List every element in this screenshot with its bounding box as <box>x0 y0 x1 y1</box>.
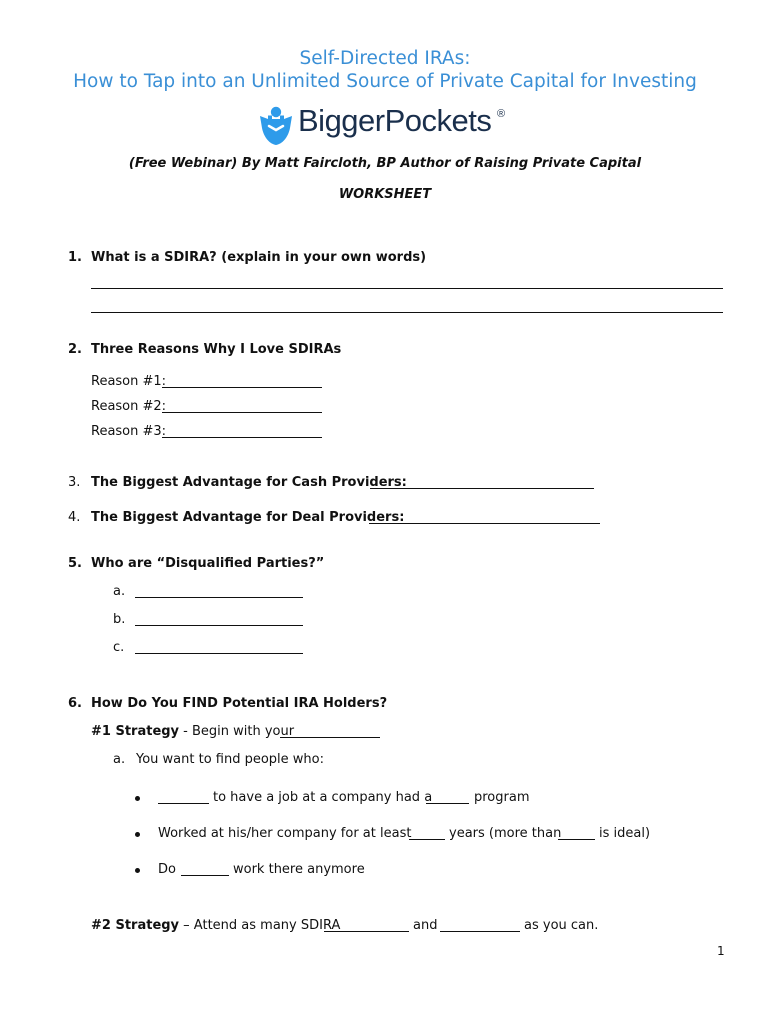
bullet-2-icon <box>135 832 140 837</box>
q2-number: 2. <box>68 342 82 357</box>
bullet-2-blank-1[interactable] <box>409 839 445 840</box>
bullet-3-blank[interactable] <box>181 875 229 876</box>
reason-1-blank[interactable] <box>162 387 322 388</box>
strategy-2-blank-1[interactable] <box>324 931 409 932</box>
q5-item-b-blank[interactable] <box>135 625 303 626</box>
q5-item-a-label: a. <box>113 584 126 599</box>
q1-text: What is a SDIRA? (explain in your own words) <box>91 250 427 265</box>
reason-3-label: Reason #3: <box>91 424 167 439</box>
q5-item-c-label: c. <box>113 640 125 655</box>
reason-1-label: Reason #1: <box>91 374 167 389</box>
page-number: 1 <box>717 944 725 958</box>
title-line-1: Self-Directed IRAs: <box>299 48 471 69</box>
logo-wordmark: BiggerPockets <box>298 103 492 138</box>
bullet-2-text-2: years (more than <box>449 826 562 841</box>
strategy-2-end: as you can. <box>524 918 599 933</box>
q4-answer-blank[interactable] <box>369 523 600 524</box>
bullet-1-text-1: to have a job at a company had a <box>213 790 433 805</box>
sub-a-text: You want to find people who: <box>136 752 325 767</box>
q2-text: Three Reasons Why I Love SDIRAs <box>91 342 342 357</box>
reason-3-blank[interactable] <box>162 437 322 438</box>
bullet-2-text-3: is ideal) <box>599 826 651 841</box>
q5-item-a-blank[interactable] <box>135 597 303 598</box>
q1-answer-line-1[interactable] <box>91 288 723 289</box>
q3-answer-blank[interactable] <box>370 488 594 489</box>
q4-text: The Biggest Advantage for Deal Providers: <box>91 510 405 525</box>
strategy-2-label: #2 Strategy <box>91 918 180 933</box>
bullet-3-text-2: work there anymore <box>233 862 365 877</box>
sub-a-label: a. <box>113 752 126 767</box>
q5-number: 5. <box>68 556 82 571</box>
strategy-1-blank[interactable] <box>280 737 380 738</box>
q3-text: The Biggest Advantage for Cash Providers: <box>91 475 407 490</box>
bullet-1-text-2: program <box>474 790 530 805</box>
strategy-2-and: and <box>413 918 438 933</box>
worksheet-heading: WORKSHEET <box>338 187 432 202</box>
strategy-2-row <box>91 918 340 933</box>
bullet-2-blank-2[interactable] <box>558 839 595 840</box>
q1-number: 1. <box>68 250 82 265</box>
bullet-1-blank-2[interactable] <box>426 803 469 804</box>
q5-item-c-blank[interactable] <box>135 653 303 654</box>
title-line-2: How to Tap into an Unlimited Source of Private Capital for Investing <box>73 71 697 92</box>
q6-text: How Do You FIND Potential IRA Holders? <box>91 696 388 711</box>
strategy-1-label: #1 Strategy <box>91 724 180 739</box>
subtitle: (Free Webinar) By Matt Faircloth, BP Author of Raising Private Capital <box>128 156 642 171</box>
bullet-2-text-1: Worked at his/her company for at least <box>158 826 412 841</box>
biggerpockets-logo-icon <box>259 106 293 146</box>
q6-number: 6. <box>68 696 82 711</box>
bullet-1-icon <box>135 796 140 801</box>
q1-answer-line-2[interactable] <box>91 312 723 313</box>
strategy-2-blank-2[interactable] <box>440 931 520 932</box>
q3-number: 3. <box>68 475 81 490</box>
reason-2-blank[interactable] <box>162 412 322 413</box>
bullet-3-icon <box>135 868 140 873</box>
q4-number: 4. <box>68 510 81 525</box>
q5-item-b-label: b. <box>113 612 126 627</box>
bullet-1-blank-1[interactable] <box>158 803 209 804</box>
strategy-1-row <box>91 724 294 739</box>
bullet-3-text-1: Do <box>158 862 176 877</box>
reason-2-label: Reason #2: <box>91 399 167 414</box>
q5-text: Who are “Disqualified Parties?” <box>91 556 325 571</box>
strategy-2-text: – Attend as many SDIRA <box>179 918 341 933</box>
registered-mark: ® <box>497 108 506 120</box>
strategy-1-text: - Begin with your <box>179 724 295 739</box>
